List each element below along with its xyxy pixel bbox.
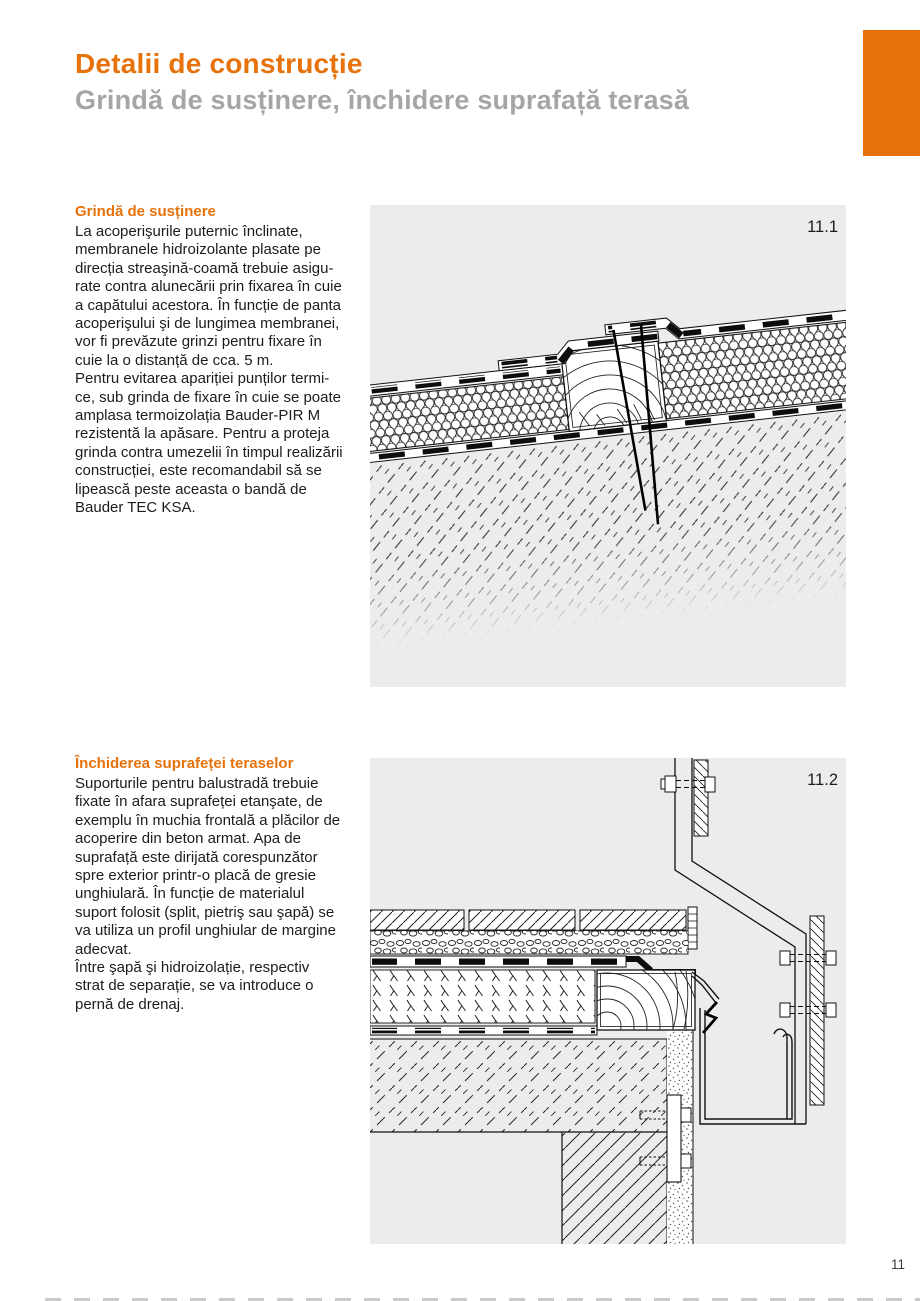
section-terasa-text — [75, 755, 365, 1014]
chapter-tab-marker — [863, 30, 920, 156]
page-title: Detalii de construcție — [75, 48, 363, 79]
figure-label: 11.2 — [807, 771, 838, 789]
membrane-lower — [370, 1026, 597, 1035]
page-number: 11 — [891, 1257, 906, 1272]
section-body: Suporturile pentru balustradă trebuie fixate în afara suprafeței etanşate, de exemplu în muchia frontală a plăcilor de acoperire din beton armat. Apa de suprafață este dirijată corespunzător spre exterior printr-o placă de gresie unghiulară. În funcție de materialul suport folosit (split, pietriş sau şapă) se va utiliza un profil unghiular de margine adecvat. Între şapă şi hidroizolație, respectiv strat de separație, se va introduce o pernă de drenaj. — [75, 775, 341, 1013]
section-heading: Închiderea suprafeței teraselor — [75, 755, 294, 772]
figure-panel-terrace-edge — [370, 758, 846, 1244]
figure-label: 11.1 — [807, 218, 838, 236]
figure-panel-roof-beam — [370, 205, 846, 687]
section-grinda-text — [75, 203, 365, 518]
section-heading: Grindă de susținere — [75, 203, 216, 220]
drainage-layer — [370, 970, 595, 1023]
page-subtitle: Grindă de susținere, închidere suprafață terasă — [75, 85, 690, 115]
terrace-edge-drawing — [370, 758, 846, 1244]
section-body: La acoperişurile puternic înclinate, membranele hidroizolante plasate pe direcția streaşină-coamă trebuie asigu- rate contra alunecării prin fixarea în cuie a capătului acestora. În funcție de panta acoperişului şi de lungimea membranei, vor fi prevăzute grinzi pentru fixare în cuie la o distanță de cca. 5 m. Pentru evitarea apariției punților termi- ce, sub grinda de fixare în cuie se poate amplasa termoizolația Bauder-PIR M rezistentă la apăsare. Pentru a proteja grinda contra umezelii în timpul realizării construcției, este recomandabil să se lipească peste aceasta o bandă de Bauder TEC KSA. — [75, 223, 343, 517]
edge-angle-profile — [688, 907, 697, 949]
paving-slabs — [370, 910, 686, 930]
concrete-slab — [370, 1039, 667, 1132]
gravel-layer — [370, 931, 688, 954]
roof-beam-drawing — [370, 205, 846, 687]
